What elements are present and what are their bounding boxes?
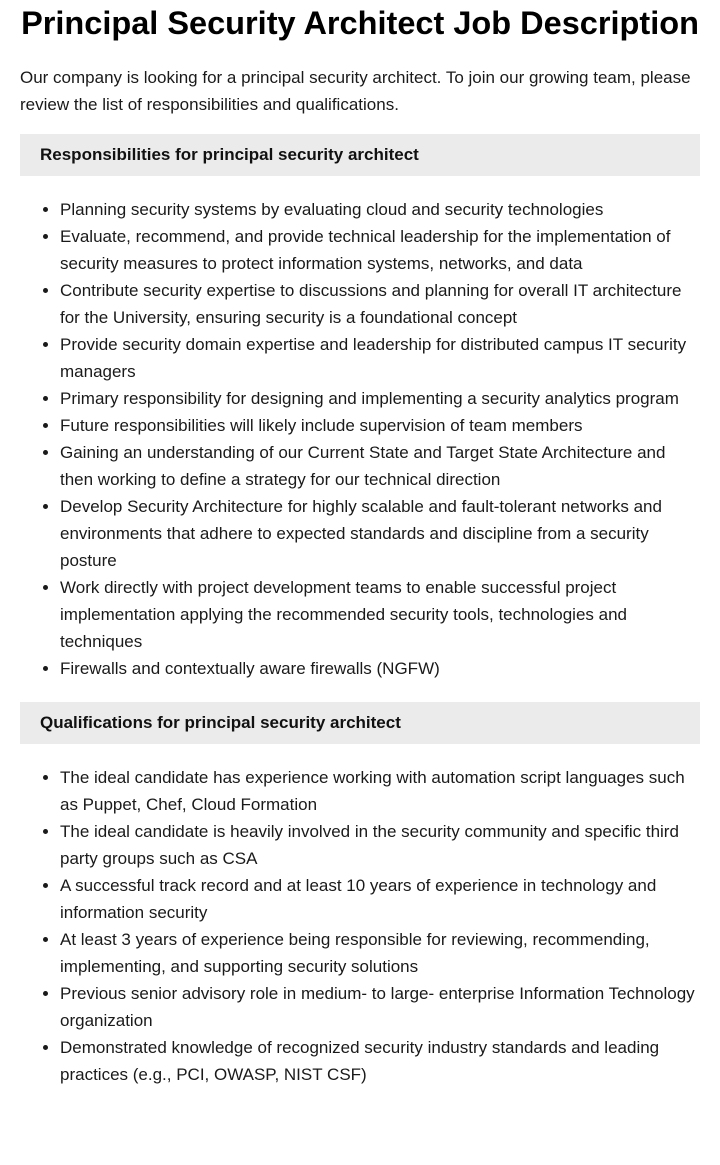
responsibility-item: • Evaluate, recommend, and provide technical leadership for the implementation of security measures to protect information systems, networks, and data	[60, 223, 700, 277]
qualification-item: • The ideal candidate has experience working with automation script languages such as Puppet, Chef, Cloud Formation	[60, 764, 700, 818]
responsibility-item: • Develop Security Architecture for highly scalable and fault-tolerant networks and environments that adhere to expected standards and discipline from a security posture	[60, 493, 700, 574]
responsibility-item: • Contribute security expertise to discussions and planning for overall IT architecture for the University, ensuring security is a foundational concept	[60, 277, 700, 331]
qualifications-header: Qualifications for principal security architect	[20, 702, 700, 744]
qualification-item: • A successful track record and at least 10 years of experience in technology and information security	[60, 872, 700, 926]
responsibility-item: • Planning security systems by evaluating cloud and security technologies	[60, 196, 700, 223]
responsibility-item: • Firewalls and contextually aware firewalls (NGFW)	[60, 655, 700, 682]
responsibility-item: • Work directly with project development teams to enable successful project implementation applying the recommended security tools, technologies and techniques	[60, 574, 700, 655]
responsibility-item: • Gaining an understanding of our Current State and Target State Architecture and then working to define a strategy for our technical direction	[60, 439, 700, 493]
qualification-item: • The ideal candidate is heavily involved in the security community and specific third party groups such as CSA	[60, 818, 700, 872]
qualification-item: • Demonstrated knowledge of recognized security industry standards and leading practices (e.g., PCI, OWASP, NIST CSF)	[60, 1034, 700, 1088]
intro-paragraph: Our company is looking for a principal security architect. To join our growing team, please review the list of responsibilities and qualifications.	[20, 68, 691, 114]
responsibilities-list	[20, 196, 700, 682]
page-title: Principal Security Architect Job Description	[21, 5, 699, 41]
responsibility-item: • Provide security domain expertise and leadership for distributed campus IT security managers	[60, 331, 700, 385]
responsibility-item: • Future responsibilities will likely include supervision of team members	[60, 412, 700, 439]
responsibilities-header: Responsibilities for principal security architect	[20, 134, 700, 176]
qualification-item: • At least 3 years of experience being responsible for reviewing, recommending, implementing, and supporting security solutions	[60, 926, 700, 980]
qualification-item: • Previous senior advisory role in medium- to large- enterprise Information Technology organization	[60, 980, 700, 1034]
responsibility-item: • Primary responsibility for designing and implementing a security analytics program	[60, 385, 700, 412]
qualifications-list	[20, 764, 700, 1088]
